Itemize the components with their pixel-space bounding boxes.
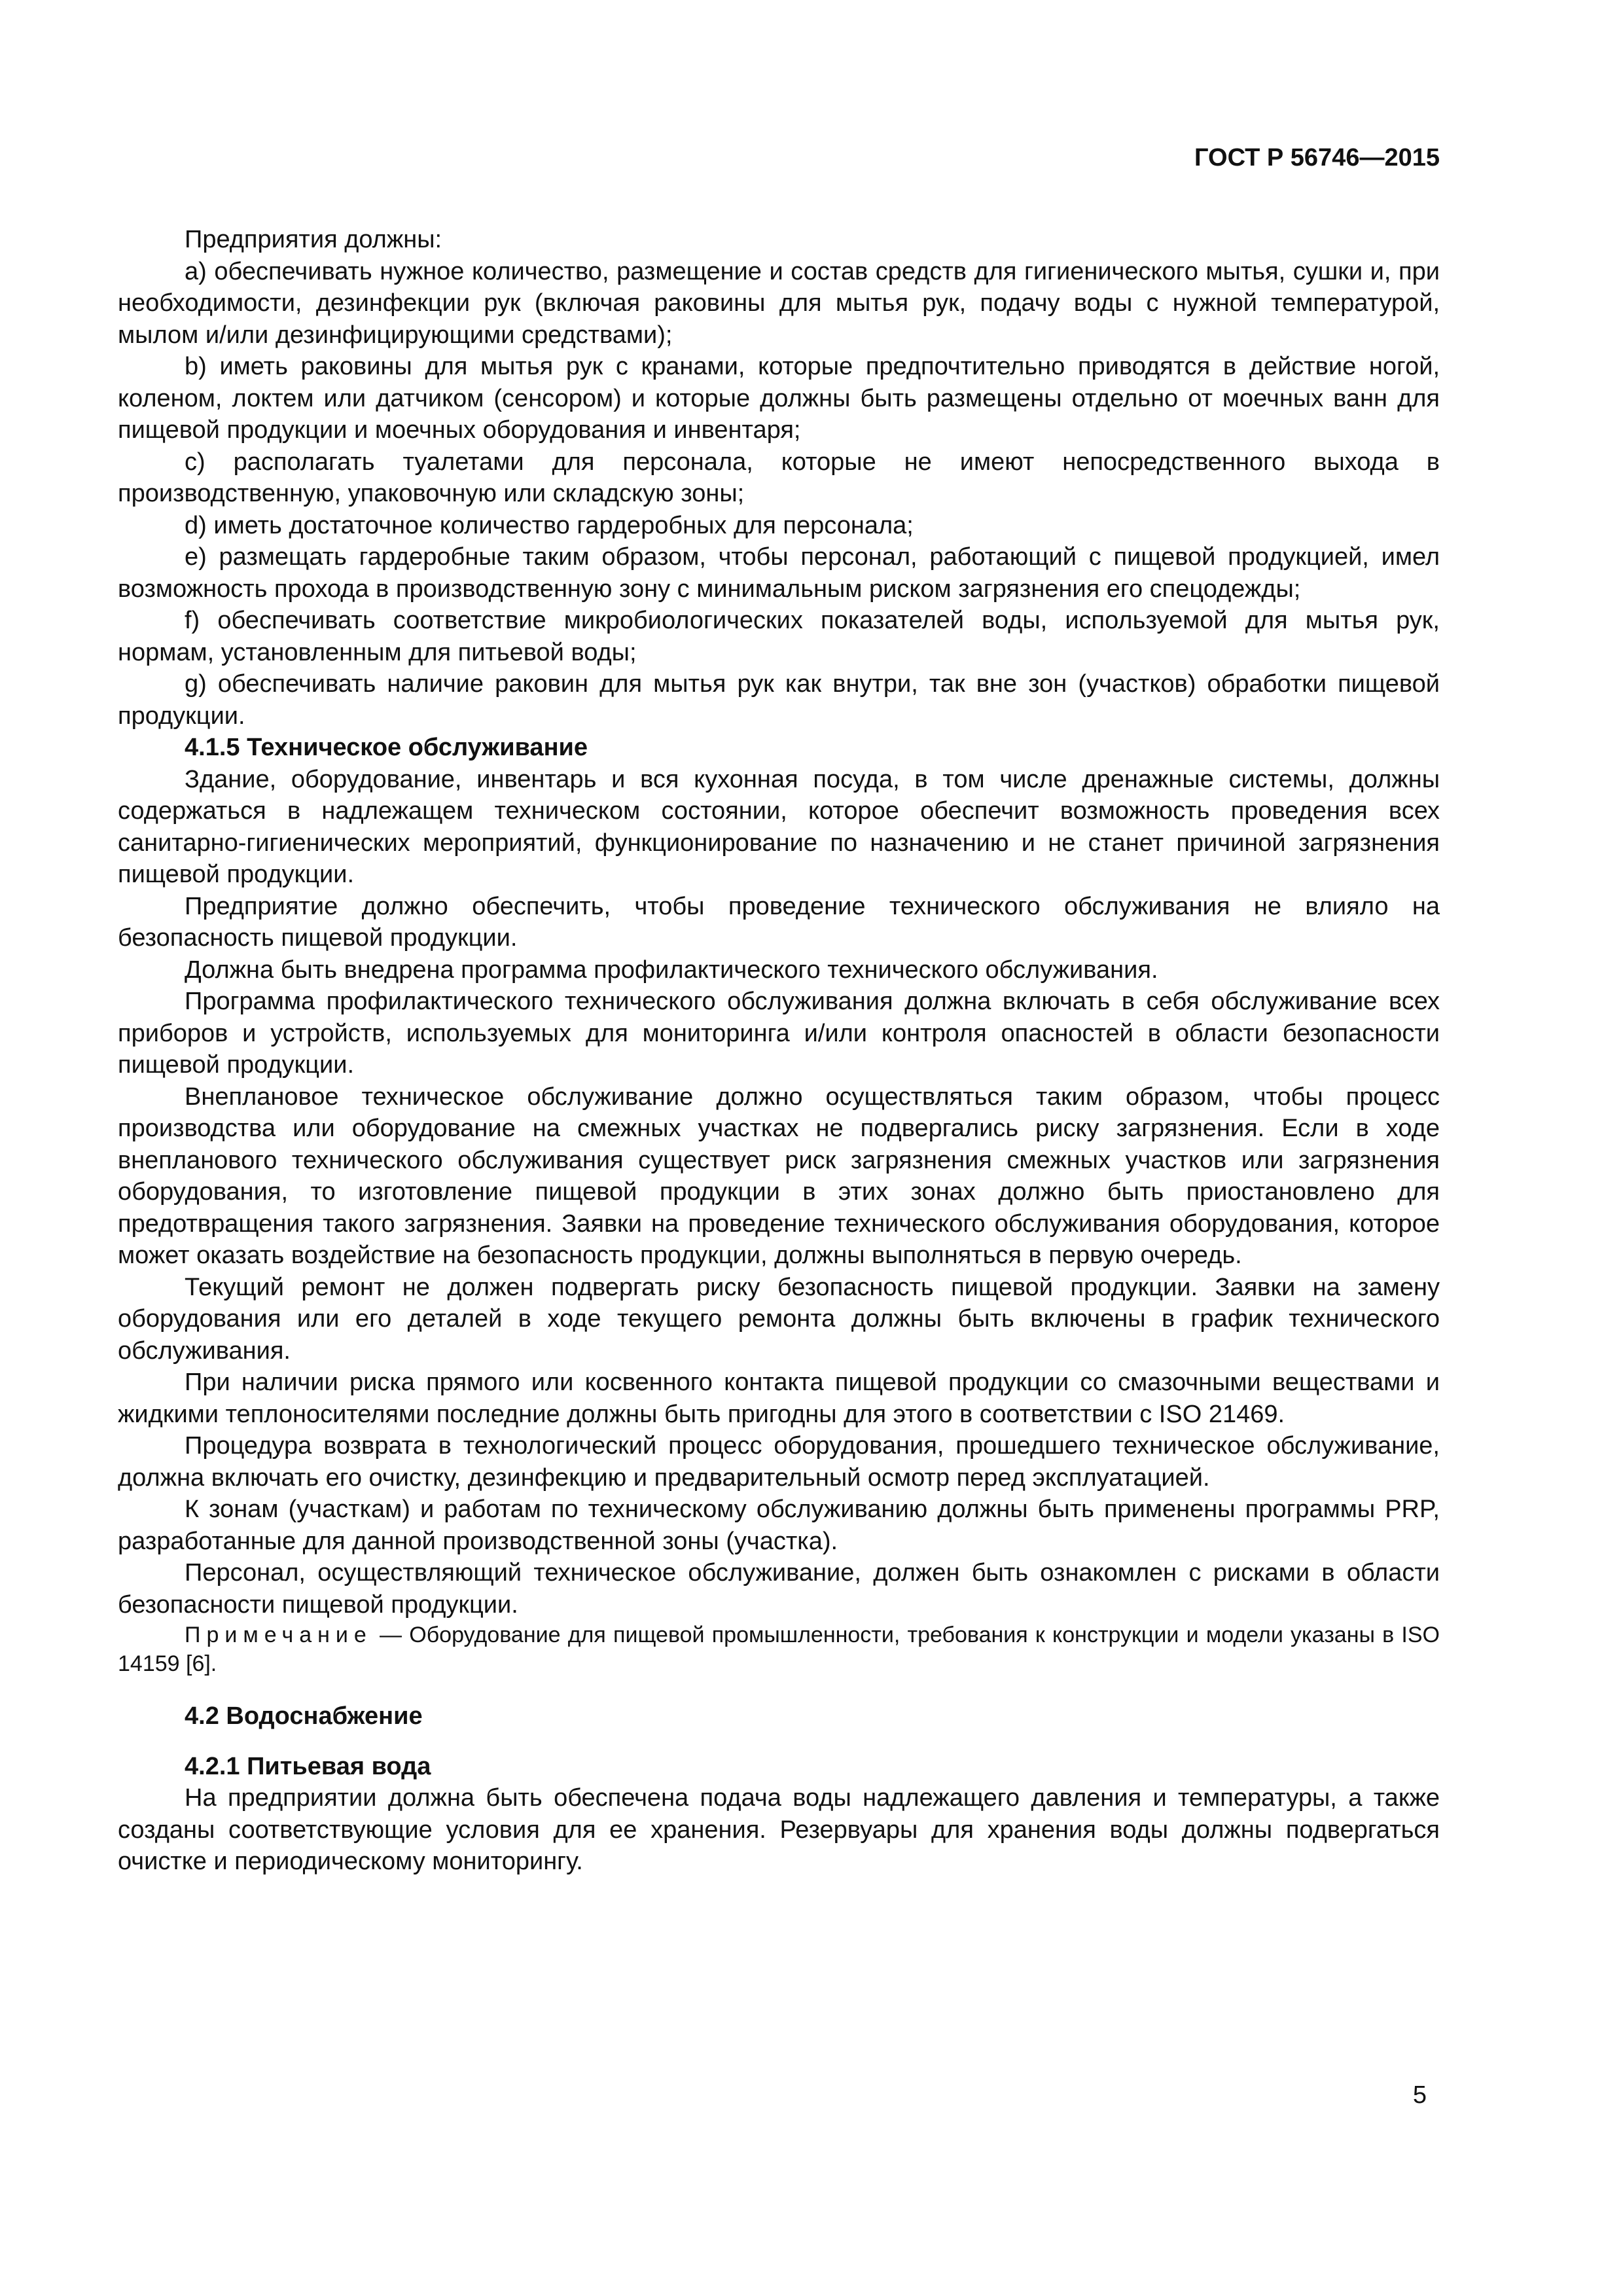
section-heading-4-1-5: 4.1.5 Техническое обслуживание xyxy=(185,734,588,761)
note-text: — Оборудование для пищевой промышленности, требования к конструкции и модели указаны в ISO 14159 [6]. xyxy=(118,1623,1440,1676)
maintenance-paragraph: Внеплановое техническое обслуживание должно осуществляться таким образом, чтобы процесс производства или оборудование на смежных участках не подвергались риску загрязнения. Если в ходе внепланового технического обслуживания существует риск загрязнения смежных участков или загрязнения оборудования, то изготовление пищевой продукции в этих зонах должно быть приостановлено для предотвращения такого загрязнения. Заявки на проведение технического обслуживания оборудования, которое может оказать воздействие на безопасность продукции, должны выполняться в первую очередь. xyxy=(118,1083,1440,1269)
list-item-e: e) размещать гардеробные таким образом, чтобы персонал, работающий с пищевой продукцией, имел возможность прохода в производственную зону с минимальным риском загрязнения его спецодежды; xyxy=(118,543,1440,603)
maintenance-paragraph: Процедура возврата в технологический процесс оборудования, прошедшего техническое обслуживание, должна включать его очистку, дезинфекцию и предварительный осмотр перед эксплуатацией. xyxy=(118,1432,1440,1492)
document-body xyxy=(118,224,1440,1878)
list-item-c: c) располагать туалетами для персонала, которые не имеют непосредственного выхода в производственную, упаковочную или складскую зоны; xyxy=(118,448,1440,507)
maintenance-paragraph: Должна быть внедрена программа профилактического технического обслуживания. xyxy=(185,956,1158,984)
section-heading-4-2-1: 4.2.1 Питьевая вода xyxy=(185,1752,431,1780)
drinking-water-paragraph: На предприятии должна быть обеспечена подача воды надлежащего давления и температуры, а также созданы соответствующие условия для ее хранения. Резервуары для хранения воды должны подвергаться очистке и периодическому мониторингу. xyxy=(118,1784,1440,1875)
page-number: 5 xyxy=(1412,2081,1427,2109)
list-item-g: g) обеспечивать наличие раковин для мытья рук как внутри, так вне зон (участков) обработки пищевой продукции. xyxy=(118,670,1440,730)
intro-paragraph: Предприятия должны: xyxy=(185,226,442,253)
list-item-d: d) иметь достаточное количество гардеробных для персонала; xyxy=(185,511,914,539)
note xyxy=(118,1621,1440,1678)
list-item-f: f) обеспечивать соответствие микробиологических показателей воды, используемой для мытья рук, нормам, установленным для питьевой воды; xyxy=(118,607,1440,666)
maintenance-paragraph: Программа профилактического технического обслуживания должна включать в себя обслуживание всех приборов и устройств, используемых для мониторинга и/или контроля опасностей в области безопасности пищевой продукции. xyxy=(118,988,1440,1079)
maintenance-paragraph: Текущий ремонт не должен подвергать риску безопасность пищевой продукции. Заявки на замену оборудования или его деталей в ходе текущего ремонта должны быть включены в график технического обслуживания. xyxy=(118,1273,1440,1365)
list-item-b: b) иметь раковины для мытья рук с кранами, которые предпочтительно приводятся в действие ногой, коленом, локтем или датчиком (сенсором) и которые должны быть размещены отдельно от моечных ванн для пищевой продукции и моечных оборудования и инвентаря; xyxy=(118,353,1440,444)
maintenance-paragraph: Здание, оборудование, инвентарь и вся кухонная посуда, в том числе дренажные системы, должны содержаться в надлежащем техническом состоянии, которое обеспечит возможность проведения всех санитарно-гигиенических мероприятий, функционирование по назначению и не станет причиной загрязнения пищевой продукции. xyxy=(118,765,1440,888)
maintenance-paragraph: Предприятие должно обеспечить, чтобы проведение технического обслуживания не влияло на безопасность пищевой продукции. xyxy=(118,892,1440,952)
document-code-header: ГОСТ Р 56746—2015 xyxy=(1194,144,1440,171)
note-label: Примечание xyxy=(185,1623,372,1647)
document-page xyxy=(118,0,1440,2296)
list-item-a: a) обеспечивать нужное количество, размещение и состав средств для гигиенического мытья, сушки и, при необходимости, дезинфекции рук (включая раковины для мытья рук, подачу воды с нужной температурой, мылом и/или дезинфицирующими средствами); xyxy=(118,257,1440,349)
maintenance-paragraph: При наличии риска прямого или косвенного контакта пищевой продукции со смазочными веществами и жидкими теплоносителями последние должны быть пригодны для этого в соответствии с ISO 21469. xyxy=(118,1369,1440,1428)
maintenance-paragraph: Персонал, осуществляющий техническое обслуживание, должен быть ознакомлен с рисками в области безопасности пищевой продукции. xyxy=(118,1559,1440,1619)
maintenance-paragraph: К зонам (участкам) и работам по техническому обслуживанию должны быть применены программы PRP, разработанные для данной производственной зоны (участка). xyxy=(118,1496,1440,1555)
section-heading-4-2: 4.2 Водоснабжение xyxy=(185,1702,423,1730)
